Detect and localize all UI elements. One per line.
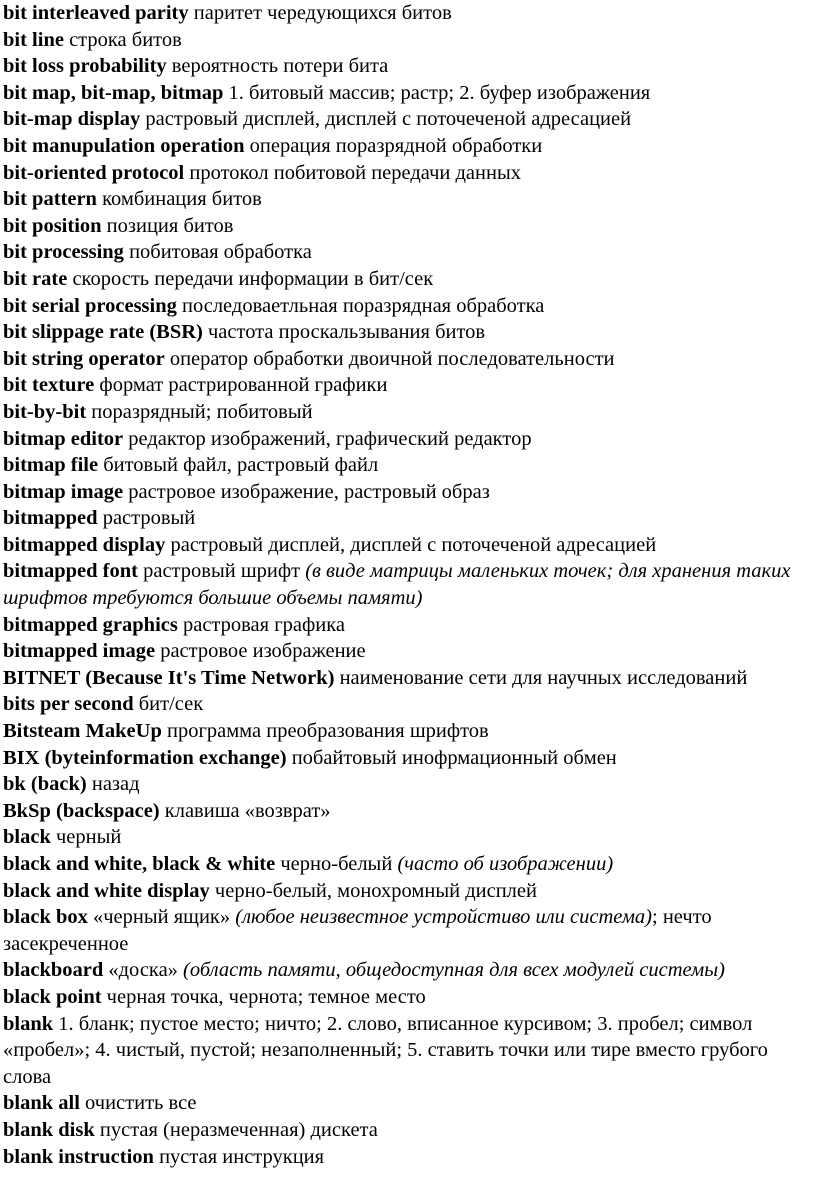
entry-term: bitmapped graphics	[3, 613, 178, 636]
entry-definition: протокол побитовой передачи данных	[184, 161, 521, 184]
entry-definition: редактор изображений, графический редактор	[123, 427, 532, 450]
dictionary-entry	[3, 718, 815, 745]
entry-term: bit position	[3, 214, 102, 237]
entry-term: bit-oriented protocol	[3, 161, 185, 184]
entry-term: bit interleaved parity	[3, 2, 189, 24]
entry-term: bitmap file	[3, 454, 99, 477]
entry-term: blank	[3, 1012, 54, 1035]
dictionary-entry	[3, 665, 815, 692]
entry-definition: очистить все	[79, 1092, 197, 1115]
entry-definition: наименование сети для научных исследований	[334, 666, 748, 689]
entry-term: blank disk	[3, 1118, 95, 1141]
entry-term: blackboard	[3, 959, 104, 982]
entry-definition: побайтовый инофрмационный обмен	[286, 746, 617, 769]
entry-term: bit texture	[3, 374, 95, 397]
entry-definition: вероятность потери бита	[166, 55, 389, 78]
dictionary-entry	[3, 638, 815, 665]
entry-definition: черно-белый, монохромный дисплей	[209, 879, 537, 902]
dictionary-entry	[3, 798, 815, 825]
entry-definition: растровый дисплей, дисплей с поточеченой адресацией	[165, 533, 657, 556]
entry-term: black	[3, 826, 51, 849]
dictionary-entry	[3, 319, 815, 346]
entry-definition: операция поразрядной обработки	[244, 134, 543, 157]
entry-definition: скорость передачи информации в бит/сек	[67, 267, 434, 290]
entry-definition: 1. бланк; пустое место; ничто; 2. слово, вписанное курсивом; 3. пробел; символ «пробел»; 4. чистый, пустой; незаполненный; 5. ставить точки или тире вместо грубого слова	[3, 1012, 768, 1088]
dictionary-entry	[3, 452, 815, 479]
dictionary-entry	[3, 186, 815, 213]
entry-definition: поразрядный; побитовый	[86, 400, 313, 423]
entry-term: Bitsteam MakeUp	[3, 720, 162, 743]
entry-definition: «доска»	[103, 959, 184, 982]
dictionary-entry	[3, 239, 815, 266]
entry-term: bit manupulation operation	[3, 134, 245, 157]
entry-definition: частота проскальзывания битов	[202, 321, 486, 344]
dictionary-entry	[3, 27, 815, 54]
entry-definition: растровое изображение, растровый образ	[123, 480, 490, 503]
entry-definition: пустая инструкция	[153, 1145, 325, 1168]
entry-definition: последоваетльная поразрядная обработка	[176, 294, 545, 317]
entry-definition: черно-белый	[275, 853, 398, 875]
dictionary-entry	[3, 293, 815, 320]
entry-definition: растровый шрифт	[137, 560, 306, 583]
entry-term: black box	[3, 906, 88, 929]
entry-definition: оператор обработки двоичной последовательности	[164, 347, 615, 370]
dictionary-entry	[3, 984, 815, 1011]
dictionary-entry	[3, 1011, 815, 1091]
entry-term: bits per second	[3, 693, 134, 716]
entry-term: blank instruction	[3, 1145, 154, 1168]
entry-term: BkSp (backspace)	[3, 799, 160, 822]
dictionary-entry	[3, 532, 815, 559]
entry-definition: 1. битовый массив; растр; 2. буфер изображения	[223, 81, 651, 104]
entry-term: bit map, bit-map, bitmap	[3, 81, 224, 104]
entry-definition: комбинация битов	[96, 188, 262, 211]
entry-definition: растровая графика	[177, 613, 345, 636]
entry-term: bk (back)	[3, 773, 87, 796]
entry-note: (область памяти, общедоступная для всех модулей системы)	[183, 959, 725, 982]
entry-definition: ; нечто засекреченное	[3, 906, 712, 955]
entry-note: (в виде матрицы маленьких точек; для хранения таких шрифтов требуются большие объемы памяти)	[3, 560, 791, 610]
entry-term: bit-by-bit	[3, 400, 87, 423]
dictionary-entry	[3, 1117, 815, 1144]
dictionary-entry	[3, 53, 815, 80]
entry-definition: клавиша «возврат»	[159, 799, 331, 822]
entry-term: black point	[3, 985, 102, 1008]
entry-term: bit line	[3, 28, 64, 51]
entry-definition: бит/сек	[133, 693, 204, 716]
entry-term: bit pattern	[3, 188, 97, 211]
entry-term: black and white display	[3, 879, 210, 902]
dictionary-entry	[3, 372, 815, 399]
entry-term: bitmapped font	[3, 560, 138, 583]
entry-definition: черный	[50, 826, 122, 849]
entry-definition: побитовая обработка	[123, 241, 312, 264]
dictionary-entry	[3, 745, 815, 772]
entry-definition: паритет чередующихся битов	[188, 2, 452, 24]
entry-definition: битовый файл, растровый файл	[98, 454, 379, 477]
dictionary-entry	[3, 505, 815, 532]
entry-term: bitmapped	[3, 507, 98, 530]
entry-term: bit string operator	[3, 347, 165, 370]
dictionary-entry	[3, 479, 815, 506]
dictionary-entry	[3, 612, 815, 639]
dictionary-entry	[3, 160, 815, 187]
entry-term: blank all	[3, 1092, 80, 1115]
entry-term: bit-map display	[3, 108, 141, 131]
dictionary-entry	[3, 80, 815, 107]
dictionary-entry	[3, 771, 815, 798]
entry-definition: формат растрированной графики	[94, 374, 388, 397]
entry-note: (любое неизвестное устройстиво или система)	[235, 906, 653, 929]
dictionary-entry	[3, 266, 815, 293]
dictionary-entry	[3, 824, 815, 851]
dictionary-entry	[3, 0, 815, 27]
dictionary-entry	[3, 106, 815, 133]
dictionary-entry	[3, 904, 815, 957]
entry-definition: растровый дисплей, дисплей с поточеченой адресацией	[140, 108, 632, 131]
entry-term: bitmapped display	[3, 533, 166, 556]
entry-definition: пустая (неразмеченная) дискета	[94, 1118, 378, 1141]
entry-definition: черная точка, чернота; темное место	[101, 985, 426, 1008]
entry-definition: программа преобразования шрифтов	[161, 720, 489, 743]
dictionary-entry	[3, 558, 815, 611]
entry-term: bitmapped image	[3, 640, 156, 663]
entry-definition: «черный ящик»	[87, 906, 236, 929]
dictionary-entry	[3, 213, 815, 240]
dictionary-entry	[3, 691, 815, 718]
entry-definition: растровое изображение	[155, 640, 366, 663]
entry-term: bit processing	[3, 241, 124, 264]
entry-term: bit serial processing	[3, 294, 177, 317]
entry-term: bitmap editor	[3, 427, 124, 450]
entry-term: bit rate	[3, 267, 68, 290]
entry-definition: позиция битов	[101, 214, 234, 237]
entry-term: BIX (byteinformation exchange)	[3, 746, 287, 769]
dictionary-entry	[3, 957, 815, 984]
entry-definition: строка битов	[63, 28, 182, 51]
entry-term: bitmap image	[3, 480, 124, 503]
entry-definition: назад	[86, 773, 140, 796]
entry-note: (часто об изображении)	[397, 853, 614, 875]
entry-term: bit loss probability	[3, 55, 167, 78]
entry-definition: растровый	[97, 507, 196, 530]
entry-term: bit slippage rate (BSR)	[3, 321, 203, 344]
dictionary-entry	[3, 426, 815, 453]
dictionary-entry	[3, 399, 815, 426]
dictionary-entry	[3, 1090, 815, 1117]
entry-term: black and white, black & white	[3, 853, 276, 875]
dictionary-entry	[3, 346, 815, 373]
dictionary-entry	[3, 878, 815, 905]
dictionary-entry	[3, 851, 815, 878]
dictionary-entry	[3, 1144, 815, 1171]
dictionary-entry	[3, 133, 815, 160]
entry-term: BITNET (Because It's Time Network)	[3, 666, 335, 689]
